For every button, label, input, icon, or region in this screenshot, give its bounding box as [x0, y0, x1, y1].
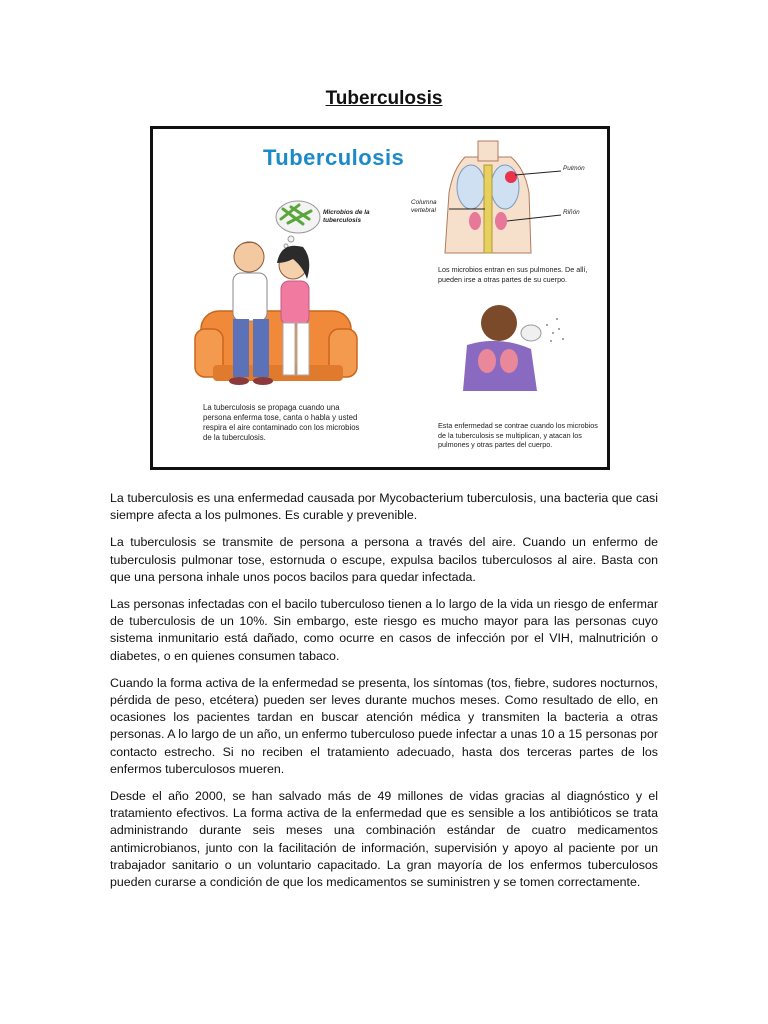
spread-caption: La tuberculosis se propaga cuando una persona enferma tose, canta o habla y usted respira el aire contaminado con los microbios de la tuberculosis.	[203, 403, 360, 442]
page-title: Tuberculosis	[325, 88, 443, 109]
article-body	[110, 490, 658, 901]
illustration-title: Tuberculosis	[263, 145, 405, 170]
disease-caption: Esta enfermedad se contrae cuando los microbios de la tuberculosis se multiplican, y atacan los pulmones y otras partes del cuerpo.	[438, 421, 598, 449]
paragraph: Desde el año 2000, se han salvado más de 49 millones de vidas gracias al diagnóstico y el tratamiento efectivos. La forma activa de la enfermedad que es sensible a los antibióticos se trata administrando durante seis meses una combinación estándar de cuatro medicamentos antimicrobianos, junto con la facilitación de información, supervisión y apoyo al paciente por un trabajador sanitario o un voluntario capacitado. La gran mayoría de los enfermos tuberculosos pueden curarse a condición de que los medicamentos se suministren y se tomen correctamente.	[110, 789, 658, 890]
paragraph: La tuberculosis es una enfermedad causada por Mycobacterium tuberculosis, una bacteria que casi siempre afecta a los pulmones. Es curable y prevenible.	[110, 491, 658, 523]
paragraph: Las personas infectadas con el bacilo tuberculoso tienen a lo largo de la vida un riesgo de enfermar de tuberculosis de un 10%. Sin embargo, este riesgo es mucho mayor para las personas cuyo sistema inmunitario está dañado, como ocurre en casos de infección por el VIH, malnutrición o diabetes, o en quienes consumen tabaco.	[110, 597, 658, 663]
lung-label: Pulmón	[563, 165, 585, 172]
lungs-caption: Los microbios entran en sus pulmones. De allí, pueden irse a otras partes de su cuerpo.	[438, 265, 588, 284]
paragraph: Cuando la forma activa de la enfermedad se presenta, los síntomas (tos, fiebre, sudores nocturnos, pérdida de peso, etcétera) pueden ser leves durante muchos meses. Como resultado de ello, en ocasiones los pacientes tardan en buscar atención médica y transmiten la bacteria a otras personas. A lo largo de un año, un enfermo tuberculoso puede infectar a unas 10 a 15 personas por contacto estrecho. Si no reciben el tratamiento adecuado, hasta dos terceras partes de los enfermos tuberculosos mueren.	[110, 675, 658, 776]
spine-label: Columna vertebral	[411, 199, 437, 214]
paragraph: La tuberculosis se transmite de persona a persona a través del aire. Cuando un enfermo de tuberculosis pulmonar tose, estornuda o escupe, expulsa bacilos tuberculosos al aire. Basta con que una persona inhale unos pocos bacilos para quedar infectada.	[110, 535, 658, 584]
microbes-label: Microbios de la tuberculosis	[323, 209, 370, 224]
tuberculosis-illustration	[150, 126, 610, 470]
kidney-label: Riñón	[563, 209, 580, 216]
